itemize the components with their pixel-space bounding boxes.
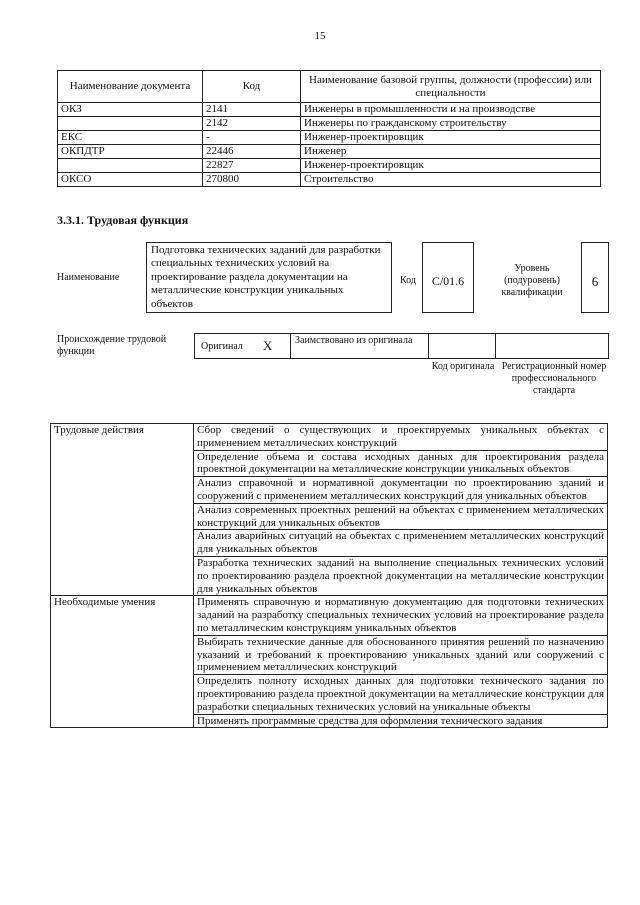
cell-name: Строительство bbox=[301, 173, 601, 187]
cell-doc: ЕКС bbox=[58, 131, 203, 145]
cell-code: 2141 bbox=[203, 103, 301, 117]
section-title: 3.3.1. Трудовая функция bbox=[57, 213, 189, 227]
skills-label: Необходимые умения bbox=[51, 596, 194, 728]
action-item: Сбор сведений о существующих и проектируемых уникальных объектах с применением металлических конструкций bbox=[194, 424, 608, 451]
function-details-table bbox=[50, 423, 608, 728]
table-row bbox=[58, 173, 601, 187]
original-label: Оригинал bbox=[201, 341, 243, 352]
code-box bbox=[422, 242, 474, 313]
cell-name: Инженер-проектировщик bbox=[301, 159, 601, 173]
cell-name: Инженеры в промышленности и на производстве bbox=[301, 103, 601, 117]
cell-code: 22827 bbox=[203, 159, 301, 173]
table-row bbox=[51, 424, 608, 451]
code-value: C/01.6 bbox=[431, 274, 465, 288]
table-row bbox=[51, 596, 608, 635]
header-name: Наименование базовой группы, должности (профессии) или специальности bbox=[301, 71, 601, 103]
skill-item: Определять полноту исходных данных для подготовки технического задания по проектированию раздела проектной документации на металлические конструкции для разработки специальных технических условий на уникальные объекты bbox=[194, 675, 608, 714]
code-label: Код bbox=[400, 275, 416, 286]
original-cell bbox=[194, 333, 291, 359]
level-value: 6 bbox=[591, 274, 599, 289]
action-item: Определение объема и состава исходных данных для проектирования раздела проектной документации на металлические конструкции уникальных объектов bbox=[194, 450, 608, 477]
name-label: Наименование bbox=[57, 272, 120, 283]
origin-code-caption: Код оригинала bbox=[431, 361, 495, 372]
level-box bbox=[581, 242, 609, 313]
cell-code: 2142 bbox=[203, 117, 301, 131]
table-row bbox=[58, 145, 601, 159]
classification-table bbox=[57, 70, 601, 187]
cell-doc: ОКПДТР bbox=[58, 145, 203, 159]
borrowed-label: Заимствовано из оригинала bbox=[295, 335, 413, 346]
cell-code: 270800 bbox=[203, 173, 301, 187]
table-row bbox=[58, 159, 601, 173]
action-item: Анализ современных проектных решений на объектах с применением металлических конструкций для уникальных объектов bbox=[194, 503, 608, 530]
table-row bbox=[58, 103, 601, 117]
cell-name: Инженер-проектировщик bbox=[301, 131, 601, 145]
action-item: Анализ аварийных ситуаций на объектах с применением металлических конструкций для уникальных объектов bbox=[194, 530, 608, 557]
cell-doc: ОКЗ bbox=[58, 103, 203, 117]
cell-doc bbox=[58, 159, 203, 173]
cell-name: Инженер bbox=[301, 145, 601, 159]
function-name-box bbox=[146, 242, 392, 313]
borrowed-cell bbox=[290, 333, 429, 359]
actions-label: Трудовые действия bbox=[51, 424, 194, 596]
cell-code: 22446 bbox=[203, 145, 301, 159]
level-label: Уровень (подуровень) квалификации bbox=[501, 263, 563, 298]
origin-code-cell bbox=[428, 333, 496, 359]
table-row bbox=[58, 131, 601, 145]
header-document: Наименование документа bbox=[58, 71, 203, 103]
cell-doc bbox=[58, 117, 203, 131]
page-number: 15 bbox=[314, 30, 326, 42]
function-name-text: Подготовка технических заданий для разработки специальных технических условий на проектирование раздела документации на металлические конструкции уникальных объектов bbox=[151, 244, 381, 310]
original-mark: X bbox=[263, 338, 273, 353]
origin-label: Происхождение трудовой функции bbox=[57, 334, 167, 357]
skill-item: Применять справочную и нормативную документацию для подготовки технических заданий на разработку специальных технических условий на проектирование раздела по металлическим конструкциям уникальных объектов bbox=[194, 596, 608, 635]
table-row bbox=[58, 117, 601, 131]
skill-item: Применять программные средства для оформления технического задания bbox=[194, 714, 608, 728]
cell-name: Инженеры по гражданскому строительству bbox=[301, 117, 601, 131]
table-header-row bbox=[58, 71, 601, 103]
cell-doc: ОКСО bbox=[58, 173, 203, 187]
reg-number-caption: Регистрационный номер профессионального стандарта bbox=[501, 361, 607, 396]
cell-code: - bbox=[203, 131, 301, 145]
header-code: Код bbox=[203, 71, 301, 103]
action-item: Разработка технических заданий на выполнение специальных технических условий по проектированию раздела проектной документации на металлические конструкции для уникальных объектов bbox=[194, 556, 608, 595]
action-item: Анализ справочной и нормативной документации по проектированию зданий и сооружений с применением металлических конструкций для уникальных объектов bbox=[194, 477, 608, 504]
skill-item: Выбирать технические данные для обоснованного принятия решений по назначению указаний и требований к проектированию уникальных зданий или сооружений с применением металлических конструкций bbox=[194, 635, 608, 674]
reg-number-cell bbox=[495, 333, 609, 359]
